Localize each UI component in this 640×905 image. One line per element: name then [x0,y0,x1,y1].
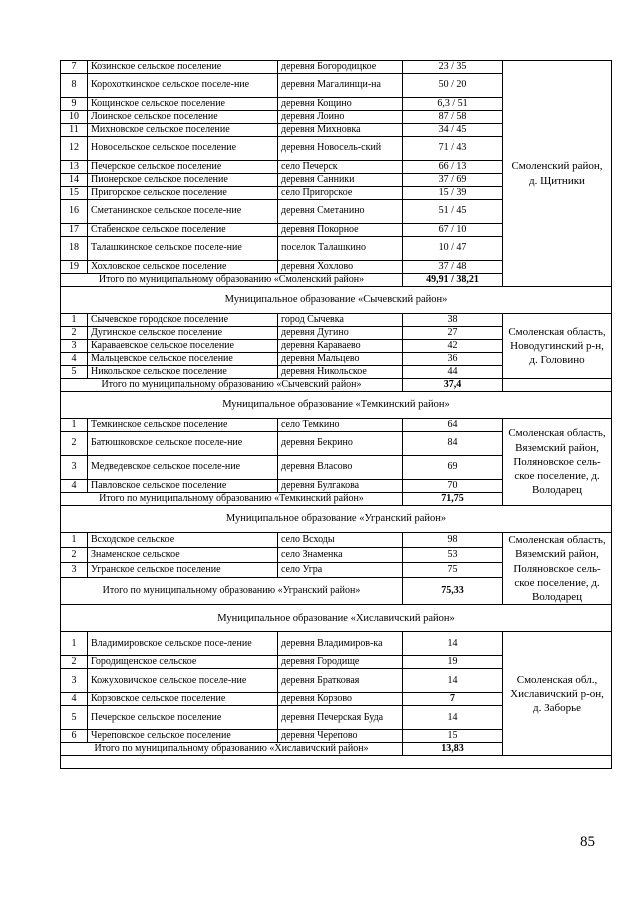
admin-center: село Угра [278,562,403,577]
table-row [61,632,612,656]
settlement-name: Батюшковское сельское поселе-ние [88,432,278,456]
admin-center: село Всходы [278,533,403,548]
destination: Смоленская область, Новодугинский р-н, д. Головино [503,314,612,379]
settlement-name: Караваевское сельское поселение [88,340,278,353]
admin-center: деревня Новосель-ский [278,137,403,161]
settlement-name: Сметанинское сельское поселе-ние [88,200,278,224]
total-row [61,379,612,392]
total-value: 49,91 / 38,21 [403,274,503,287]
settlement-name: Печерское сельское поселение [88,161,278,174]
settlement-name: Михновское сельское поселение [88,124,278,137]
distance-value: 27 [403,327,503,340]
distance-value: 14 [403,706,503,730]
distance-value: 84 [403,432,503,456]
admin-center: деревня Михновка [278,124,403,137]
distance-value: 71 / 43 [403,137,503,161]
row-number: 16 [61,200,88,224]
distance-value: 50 / 20 [403,74,503,98]
row-number: 17 [61,224,88,237]
total-label: Итого по муниципальному образованию «Угранский район» [61,577,403,605]
admin-center: село Пригорское [278,187,403,200]
settlement-name: Медведевское сельское поселе-ние [88,456,278,480]
row-number: 13 [61,161,88,174]
distance-value: 64 [403,419,503,432]
table-end-row [61,756,612,769]
distance-value: 37 / 69 [403,174,503,187]
distance-value: 69 [403,456,503,480]
section-header: Муниципальное образование «Сычевский район» [61,287,612,314]
section-header-row [61,392,612,419]
admin-center: деревня Печерская Буда [278,706,403,730]
admin-center: деревня Кощино [278,98,403,111]
distance-value: 87 / 58 [403,111,503,124]
row-number: 2 [61,656,88,669]
distance-value: 98 [403,533,503,548]
section-header: Муниципальное образование «Хиславичский район» [61,605,612,632]
admin-center: поселок Талашкино [278,237,403,261]
row-number: 8 [61,74,88,98]
settlement-name: Дугинское сельское поселение [88,327,278,340]
settlement-name: Городищенское сельское [88,656,278,669]
settlement-name: Темкинское сельское поселение [88,419,278,432]
row-number: 1 [61,533,88,548]
settlement-name: Кощинское сельское поселение [88,98,278,111]
distance-value: 7 [403,693,503,706]
distance-value: 70 [403,480,503,493]
empty-cell [61,756,612,769]
total-value: 75,33 [403,577,503,605]
section-header-row [61,287,612,314]
row-number: 14 [61,174,88,187]
section-header: Муниципальное образование «Угранский район» [61,506,612,533]
settlement-name: Печерское сельское поселение [88,706,278,730]
distance-value: 19 [403,656,503,669]
row-number: 6 [61,730,88,743]
row-number: 2 [61,432,88,456]
distance-value: 53 [403,547,503,562]
admin-center: село Темкино [278,419,403,432]
total-label: Итого по муниципальному образованию «Смоленский район» [61,274,403,287]
admin-center: деревня Городище [278,656,403,669]
settlement-name: Корзовское сельское поселение [88,693,278,706]
row-number: 18 [61,237,88,261]
table-row [61,419,612,432]
row-number: 4 [61,480,88,493]
admin-center: деревня Караваево [278,340,403,353]
section-header-row [61,605,612,632]
empty-cell [503,379,612,392]
admin-center: деревня Бекрино [278,432,403,456]
destination: Смоленский район, д. Щитники [503,61,612,287]
row-number: 3 [61,669,88,693]
settlement-name: Мальцевское сельское поселение [88,353,278,366]
settlement-name: Стабенское сельское поселение [88,224,278,237]
row-number: 12 [61,137,88,161]
distance-value: 15 / 39 [403,187,503,200]
distance-value: 42 [403,340,503,353]
table-row [61,533,612,548]
distance-value: 15 [403,730,503,743]
row-number: 15 [61,187,88,200]
row-number: 4 [61,693,88,706]
admin-center: деревня Братковая [278,669,403,693]
admin-center: село Печерск [278,161,403,174]
total-value: 71,75 [403,493,503,506]
distance-value: 51 / 45 [403,200,503,224]
admin-center: деревня Черепово [278,730,403,743]
distance-value: 37 / 48 [403,261,503,274]
total-label: Итого по муниципальному образованию «Темкинский район» [61,493,403,506]
total-label: Итого по муниципальному образованию «Хиславичский район» [61,743,403,756]
total-label: Итого по муниципальному образованию «Сычевский район» [61,379,403,392]
settlement-name: Павловское сельское поселение [88,480,278,493]
admin-center: деревня Владимиров-ка [278,632,403,656]
table-row [61,61,612,74]
admin-center: деревня Сметанино [278,200,403,224]
row-number: 11 [61,124,88,137]
settlement-name: Корохоткинское сельское поселе-ние [88,74,278,98]
admin-center: деревня Хохлово [278,261,403,274]
row-number: 3 [61,340,88,353]
admin-center: деревня Лоино [278,111,403,124]
distance-value: 75 [403,562,503,577]
distance-value: 14 [403,669,503,693]
distance-value: 14 [403,632,503,656]
settlement-name: Сычевское городское поселение [88,314,278,327]
row-number: 5 [61,706,88,730]
row-number: 5 [61,366,88,379]
distance-value: 66 / 13 [403,161,503,174]
admin-center: деревня Магалинщи-на [278,74,403,98]
settlement-name: Козинское сельское поселение [88,61,278,74]
row-number: 3 [61,456,88,480]
row-number: 1 [61,419,88,432]
settlement-name: Хохловское сельское поселение [88,261,278,274]
destination: Смоленская область, Вяземский район, Поляновское сель-ское поселение, д. Володарец [503,419,612,506]
total-value: 13,83 [403,743,503,756]
admin-center: деревня Богородицкое [278,61,403,74]
section-header: Муниципальное образование «Темкинский район» [61,392,612,419]
row-number: 1 [61,632,88,656]
settlement-name: Череповское сельское поселение [88,730,278,743]
admin-center: деревня Власово [278,456,403,480]
section-header-row [61,506,612,533]
row-number: 1 [61,314,88,327]
distance-value: 44 [403,366,503,379]
settlement-name: Всходское сельское [88,533,278,548]
total-value: 37,4 [403,379,503,392]
distance-value: 67 / 10 [403,224,503,237]
admin-center: город Сычевка [278,314,403,327]
distance-value: 10 / 47 [403,237,503,261]
destination: Смоленская область, Вяземский район, Поляновское сель-ское поселение, д. Володарец [503,533,612,605]
admin-center: деревня Корзово [278,693,403,706]
admin-center: деревня Дугино [278,327,403,340]
settlement-name: Знаменское сельское [88,547,278,562]
admin-center: деревня Покорное [278,224,403,237]
settlement-name: Новосельское сельское поселение [88,137,278,161]
admin-center: деревня Булгакова [278,480,403,493]
row-number: 9 [61,98,88,111]
distance-value: 38 [403,314,503,327]
admin-center: деревня Мальцево [278,353,403,366]
settlement-name: Лоинское сельское поселение [88,111,278,124]
settlements-table [60,60,612,769]
settlement-name: Пионерское сельское поселение [88,174,278,187]
distance-value: 36 [403,353,503,366]
page-number: 85 [580,834,595,850]
row-number: 10 [61,111,88,124]
row-number: 2 [61,547,88,562]
admin-center: деревня Никольское [278,366,403,379]
settlement-name: Кожуховичское сельское поселе-ние [88,669,278,693]
admin-center: деревня Санники [278,174,403,187]
settlement-name: Никольское сельское поселение [88,366,278,379]
settlement-name: Владимировское сельское посе-ление [88,632,278,656]
admin-center: село Знаменка [278,547,403,562]
destination: Смоленская обл., Хиславичский р-он, д. Заборье [503,632,612,756]
row-number: 4 [61,353,88,366]
distance-value: 6,3 / 51 [403,98,503,111]
distance-value: 23 / 35 [403,61,503,74]
row-number: 3 [61,562,88,577]
table-row [61,314,612,327]
distance-value: 34 / 45 [403,124,503,137]
row-number: 19 [61,261,88,274]
settlement-name: Угранское сельское поселение [88,562,278,577]
settlement-name: Талашкинское сельское поселе-ние [88,237,278,261]
settlement-name: Пригорское сельское поселение [88,187,278,200]
row-number: 2 [61,327,88,340]
row-number: 7 [61,61,88,74]
